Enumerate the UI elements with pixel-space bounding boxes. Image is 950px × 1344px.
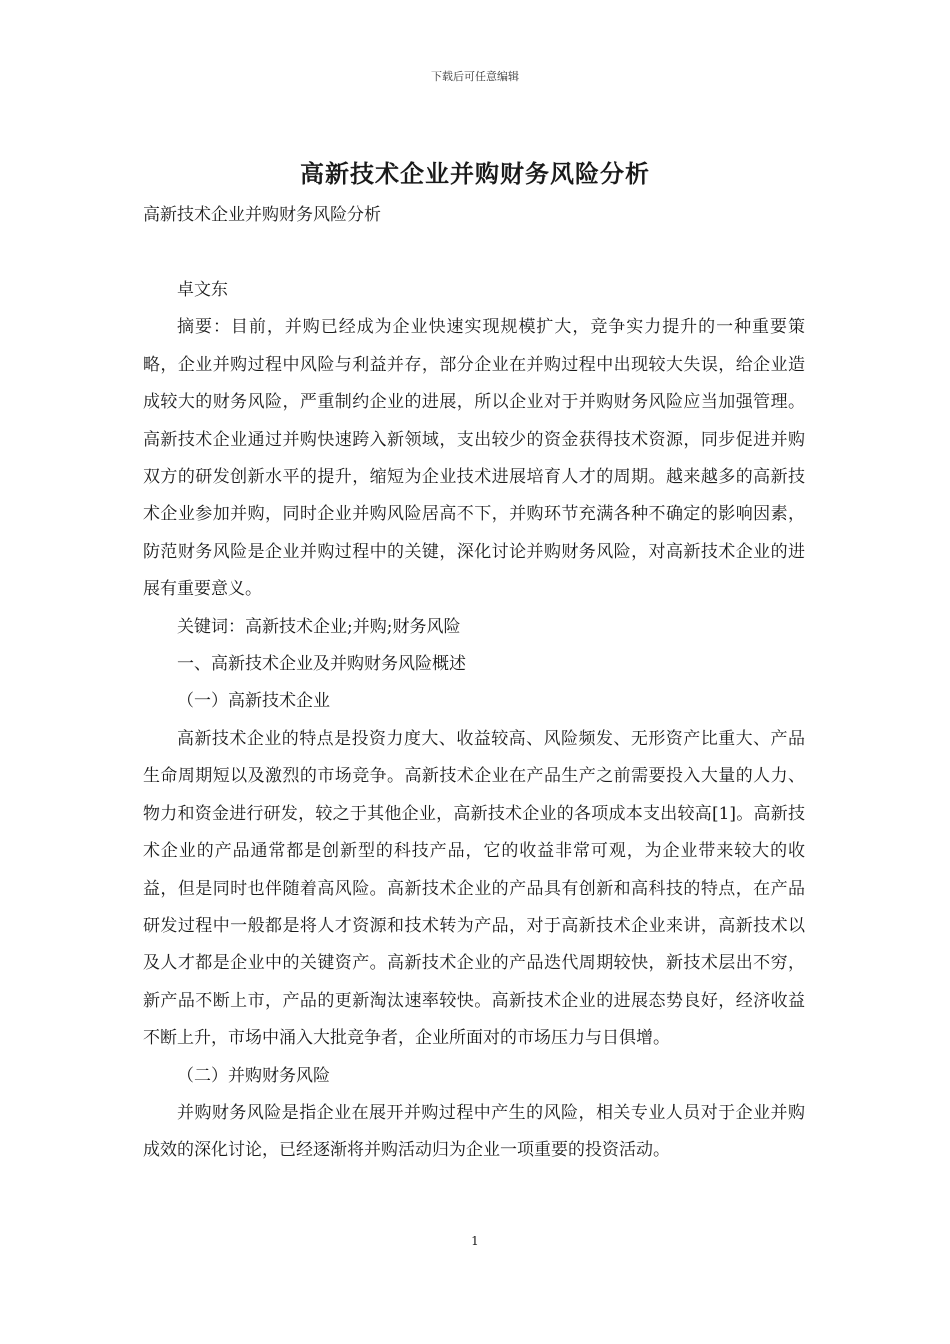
section-heading-1: 一、高新技术企业及并购财务风险概述 — [177, 654, 466, 675]
keywords-line: 关键词：高新技术企业;并购;财务风险 — [177, 616, 461, 637]
page-number: 1 — [471, 1234, 479, 1248]
body-paragraph-2: 并购财务风险是指企业在展开并购过程中产生的风险，相关专业人员对于企业并购成效的深化讨论，已经逐渐将并购活动归为企业一项重要的投资活动。 — [143, 1102, 805, 1161]
page-header: 下载后可任意编辑 — [431, 70, 519, 83]
document-subtitle: 高新技术企业并购财务风险分析 — [143, 205, 381, 225]
abstract-paragraph: 摘要：目前，并购已经成为企业快速实现规模扩大，竞争实力提升的一种重要策略，企业并购过程中风险与利益并存，部分企业在并购过程中出现较大失误，给企业造成较大的财务风险，严重制约企业的进展，所以企业对于并购财务风险应当加强管理。高新技术企业通过并购快速跨入新领域，支出较少的资金获得技术资源，同步促进并购双方的研发创新水平的提升，缩短为企业技术进展培育人才的周期。越来越多的高新技术企业参加并购，同时企业并购风险居高不下，并购环节充满各种不确定的影响因素，防范财务风险是企业并购过程中的关键，深化讨论并购财务风险，对高新技术企业的进展有重要意义。 — [143, 317, 805, 600]
document-body — [143, 272, 805, 1170]
document-title: 高新技术企业并购财务风险分析 — [300, 159, 650, 188]
author-line: 卓文东 — [177, 280, 228, 300]
body-paragraph-1: 高新技术企业的特点是投资力度大、收益较高、风险频发、无形资产比重大、产品生命周期短以及激烈的市场竞争。高新技术企业在产品生产之前需要投入大量的人力、物力和资金进行研发，较之于其他企业，高新技术企业的各项成本支出较高[1]。高新技术企业的产品通常都是创新型的科技产品，它的收益非常可观，为企业带来较大的收益，但是同时也伴随着高风险。高新技术企业的产品具有创新和高科技的特点，在产品研发过程中一般都是将人才资源和技术转为产品，对于高新技术企业来讲，高新技术以及人才都是企业中的关键资产。高新技术企业的产品迭代周期较快，新技术层出不穷，新产品不断上市，产品的更新淘汰速率较快。高新技术企业的进展态势良好，经济收益不断上升，市场中涌入大批竞争者，企业所面对的市场压力与日俱增。 — [143, 728, 805, 1049]
subsection-heading-1: （一）高新技术企业 — [177, 691, 330, 712]
subsection-heading-2: （二）并购财务风险 — [177, 1065, 330, 1086]
